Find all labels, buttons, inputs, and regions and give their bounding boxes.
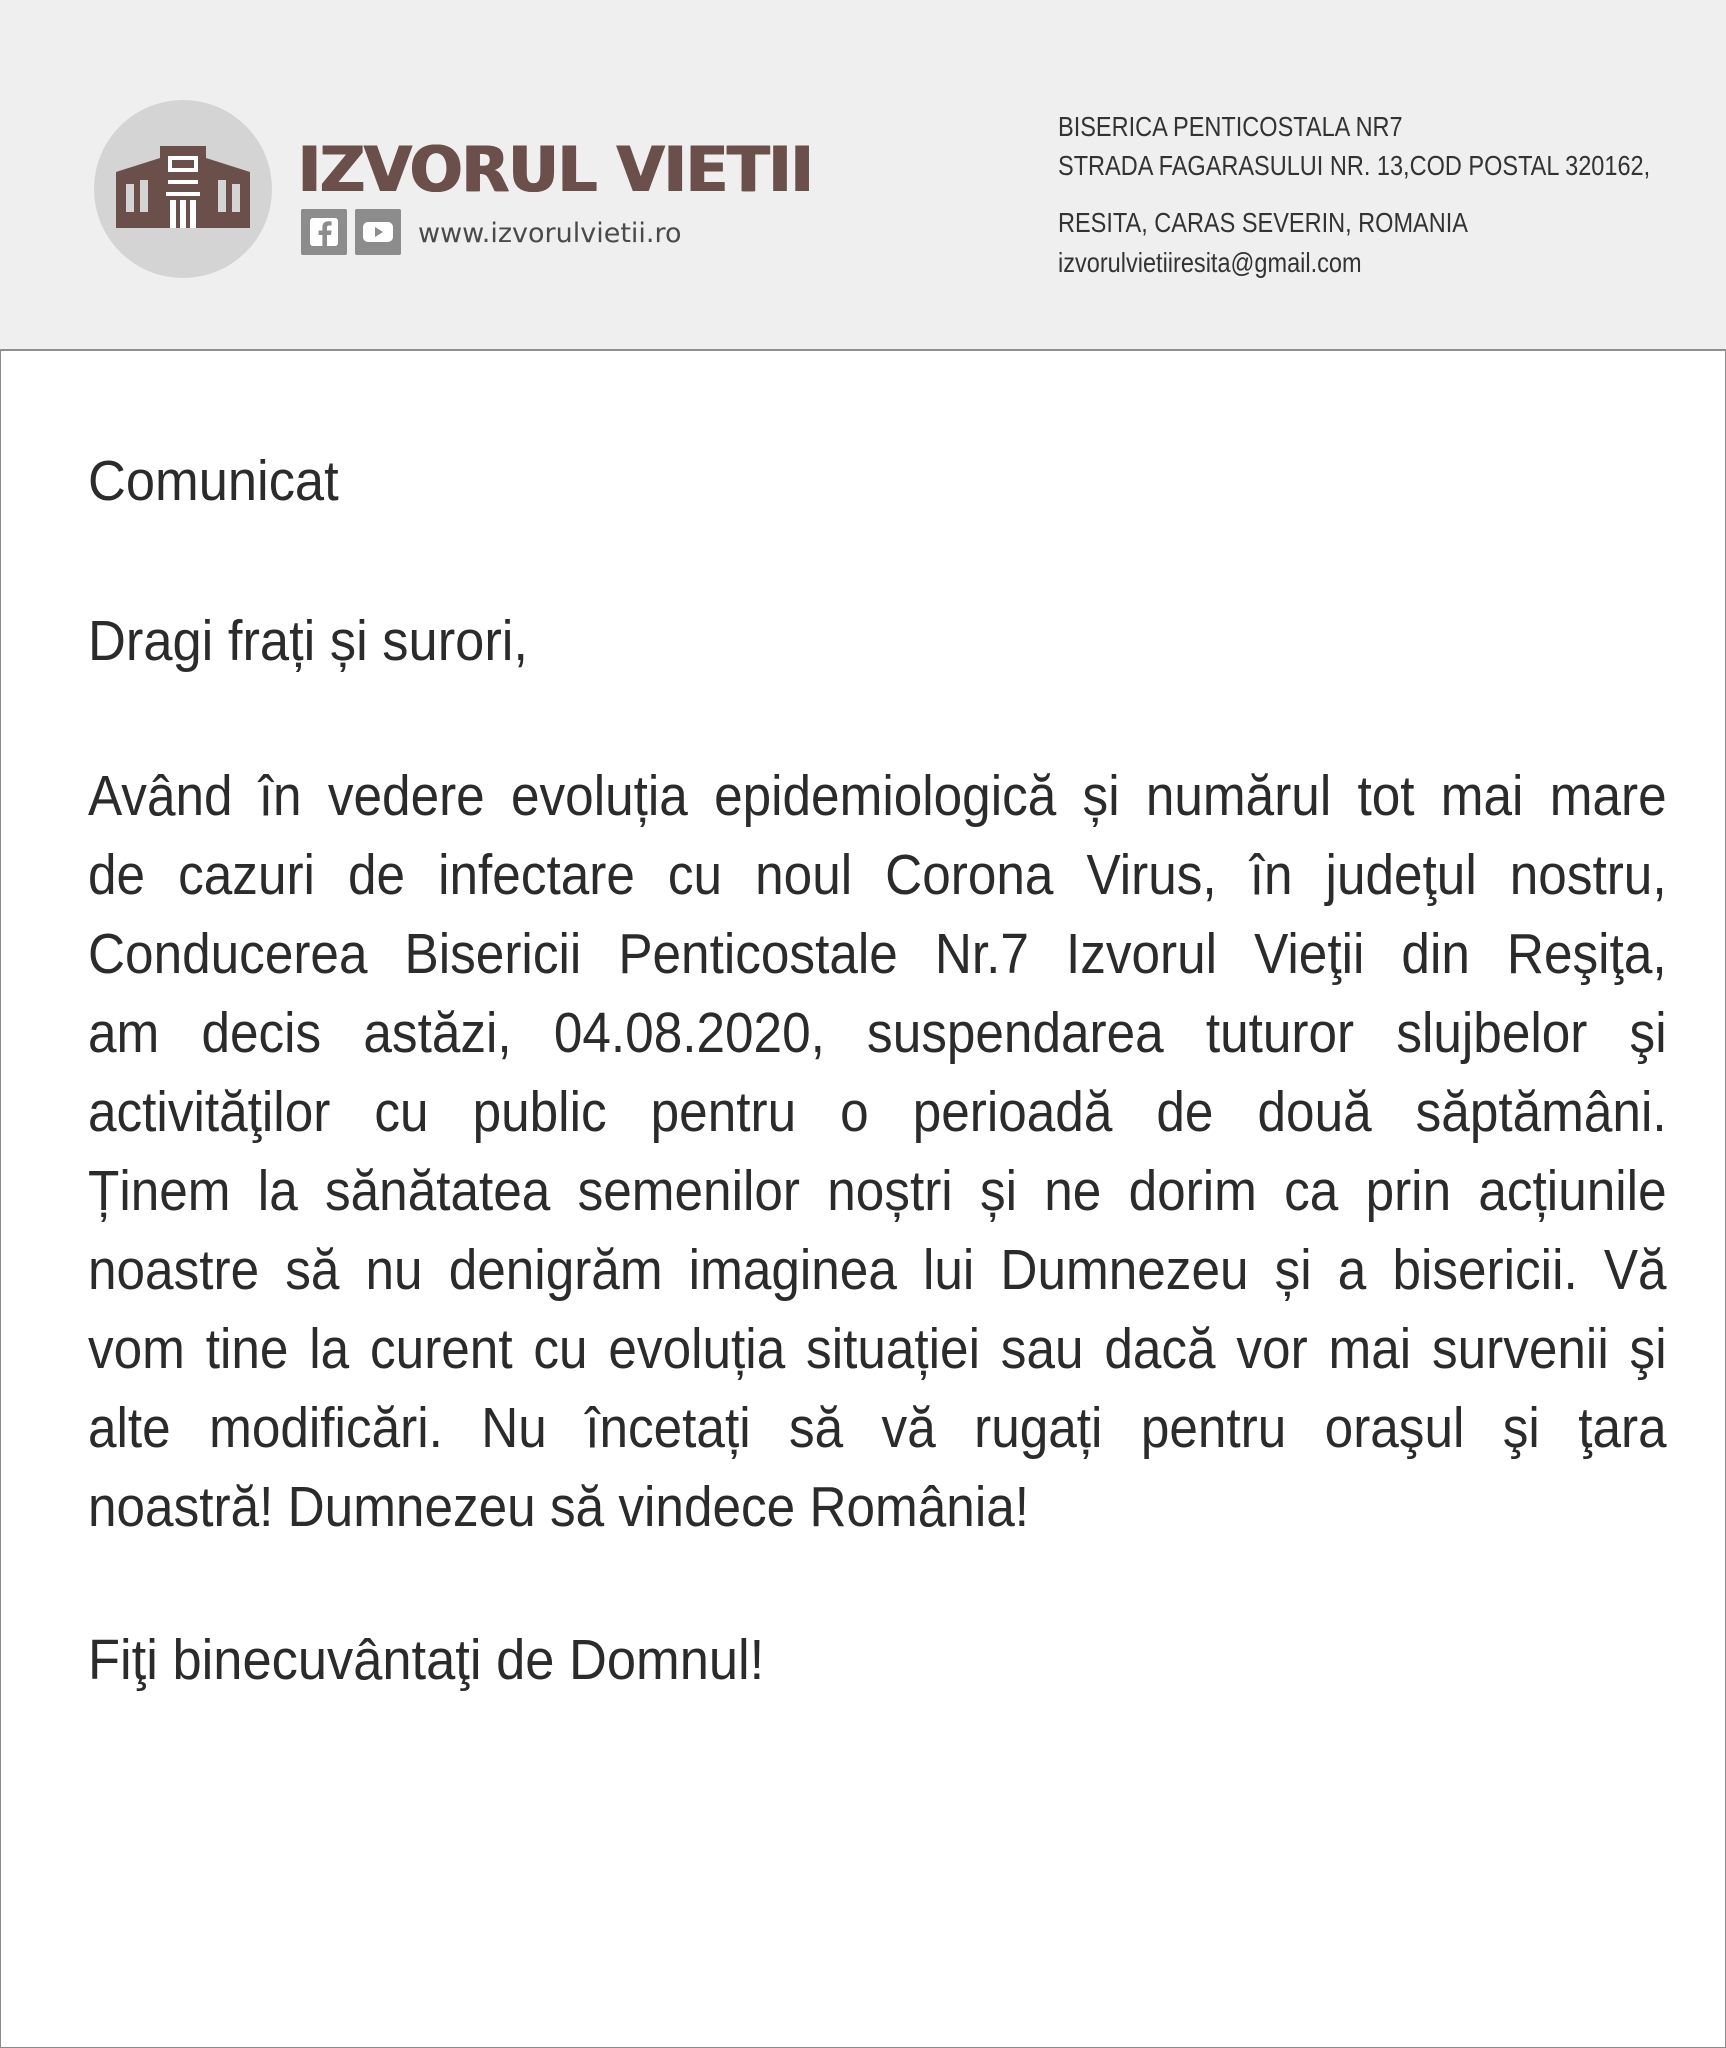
- body-line: am decis astăzi, 04.08.2020, suspendarea tuturor slujbelor şi: [88, 1001, 1667, 1065]
- body-line: alte modificări. Nu încetați să vă rugați pentru oraşul şi ţara: [88, 1396, 1667, 1460]
- document-heading: Comunicat: [88, 449, 339, 513]
- announcement-body: [88, 757, 1667, 1547]
- greeting: Dragi frați și surori,: [88, 609, 529, 673]
- contact-email[interactable]: izvorulvietiiresita@gmail.com: [1058, 247, 1362, 278]
- youtube-icon[interactable]: [355, 209, 401, 255]
- body-line: de cazuri de infectare cu noul Corona Virus, în judeţul nostru,: [88, 843, 1667, 907]
- facebook-icon[interactable]: [301, 209, 347, 255]
- church-logo-icon: [94, 100, 272, 278]
- body-line: noastre să nu denigrăm imaginea lui Dumnezeu și a bisericii. Vă: [88, 1238, 1667, 1302]
- body-line: noastră! Dumnezeu să vindece România!: [88, 1475, 1030, 1539]
- address-street: STRADA FAGARASULUI NR. 13,COD POSTAL 320162,: [1058, 150, 1651, 181]
- address-church-name: BISERICA PENTICOSTALA NR7: [1058, 111, 1403, 142]
- body-line: activităţilor cu public pentru o perioadă de două săptămâni.: [88, 1080, 1667, 1144]
- website-link[interactable]: www.izvorulvietii.ro: [418, 218, 682, 249]
- body-line: vom tine la curent cu evoluția situației sau dacă vor mai survenii şi: [88, 1317, 1667, 1381]
- letterhead: [0, 0, 1726, 351]
- body-line: Având în vedere evoluția epidemiologică și numărul tot mai mare: [88, 764, 1667, 828]
- address-city: RESITA, CARAS SEVERIN, ROMANIA: [1058, 207, 1468, 238]
- brand-name: IZVORUL VIETII: [298, 133, 813, 206]
- body-line: Conducerea Bisericii Penticostale Nr.7 Izvorul Vieţii din Reşiţa,: [88, 922, 1667, 986]
- closing-blessing: Fiţi binecuvântaţi de Domnul!: [88, 1628, 765, 1692]
- body-line: Ținem la sănătatea semenilor noștri și ne dorim ca prin acțiunile: [88, 1159, 1667, 1223]
